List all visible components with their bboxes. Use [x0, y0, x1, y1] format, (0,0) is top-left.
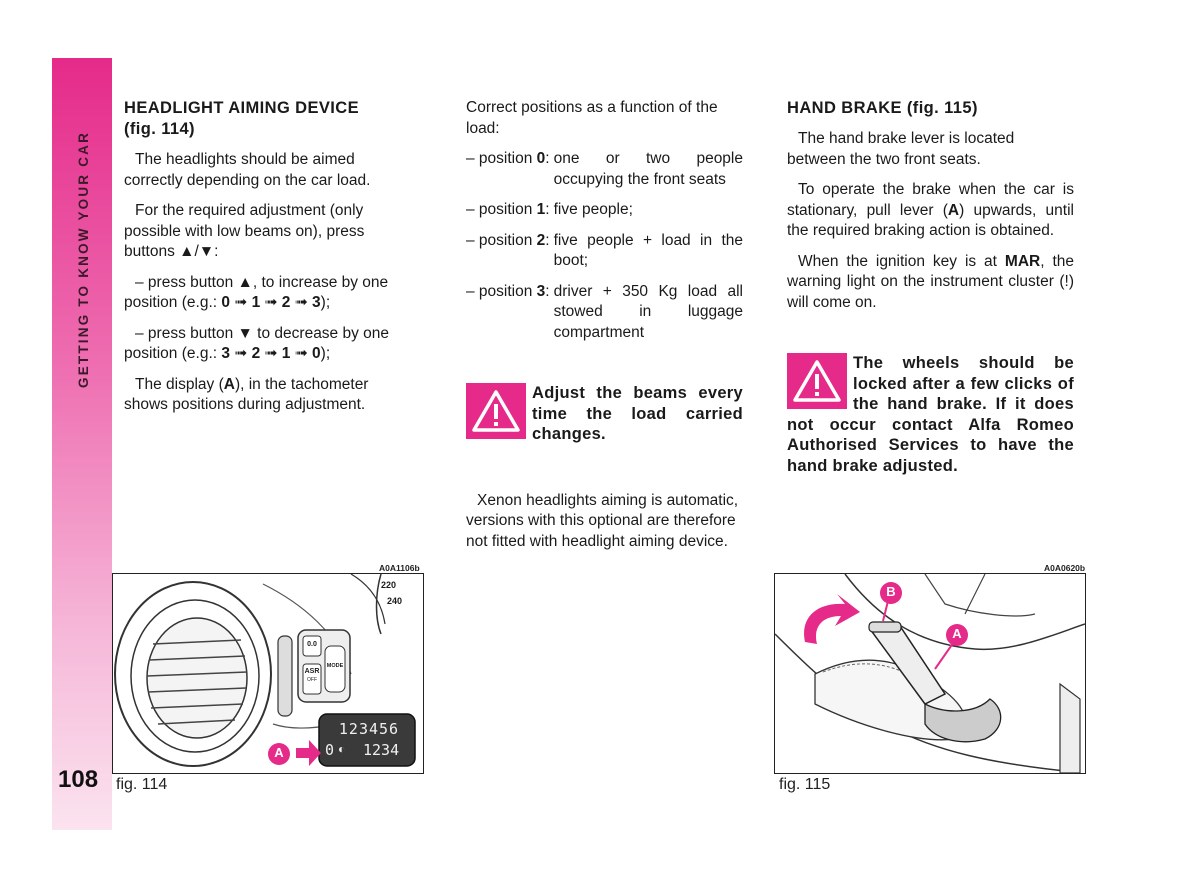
headlight-heading [124, 98, 412, 140]
fig115-drawing [775, 574, 1085, 773]
warning-triangle-icon [787, 353, 847, 409]
beams-warning [466, 383, 743, 445]
headlight-decrease-step [124, 324, 412, 365]
column-positions [466, 98, 743, 562]
list-item [466, 149, 743, 190]
side-section-title: GETTING TO KNOW YOUR CAR [76, 130, 91, 388]
fig115-illustration [774, 573, 1086, 774]
aiming-position-display: 0 [325, 741, 335, 759]
side-section-title-wrap [76, 130, 91, 400]
position-label: – position 2: [466, 231, 550, 249]
fig115-code: A0A0620b [1044, 563, 1086, 573]
speed-240-label: 240 [387, 596, 403, 606]
speed-220-label: 220 [381, 580, 397, 590]
position-text: one or two people occupying the front seats [553, 150, 743, 188]
display-note-prefix: The display ( [135, 375, 224, 393]
fig114-code: A0A1106b [379, 563, 420, 573]
fig114-illustration [112, 573, 424, 774]
fig115-caption: fig. 115 [779, 776, 831, 793]
list-item [466, 231, 743, 272]
headlight-heading-line2: (fig. 114) [124, 120, 195, 138]
headlight-heading-line1: HEADLIGHT AIMING DEVICE [124, 99, 360, 117]
position-text: five people; [553, 201, 633, 218]
decrease-sequence: 3 ➟ 2 ➟ 1 ➟ 0 [221, 345, 321, 362]
display-note-suffix: ), in the tachometer shows positions during adjustment. [124, 375, 369, 413]
positions-intro: Correct positions as a function of the load: [466, 99, 718, 137]
position-label: – position 1: [466, 201, 550, 218]
position-label: – position 0: [466, 150, 550, 167]
wheels-warning-text: The wheels should be locked after a few clicks of the hand brake. If it does not occur contact Alfa Romeo Authorised Services to have the hand brake adjusted. [787, 354, 1074, 475]
list-item [466, 200, 743, 221]
increase-suffix: ); [320, 294, 331, 311]
headlight-display-note [124, 375, 412, 416]
column-headlight [124, 98, 412, 426]
headlight-symbol-icon: ◐ [338, 742, 346, 756]
decrease-suffix: ); [320, 345, 331, 362]
handbrake-heading: HAND BRAKE (fig. 115) [787, 99, 978, 117]
positions-list [466, 149, 743, 343]
display-note-bold: A [223, 375, 235, 393]
position-label: – position 3: [466, 282, 550, 300]
warning-triangle-icon [466, 383, 526, 439]
position-text: five people + load in the boot; [553, 231, 743, 269]
xenon-note: Xenon headlights aiming is automatic, versions with this optional are therefore not fitted with headlight aiming device. [466, 491, 739, 550]
page-number: 108 [58, 766, 99, 793]
asr-off-label: OFF [307, 677, 317, 683]
position-text: driver + 350 Kg load all stowed in luggage compartment [553, 282, 743, 341]
trip-display: 1234 [363, 741, 400, 759]
headlight-paragraph-1: The headlights should be aimed correctly depending on the car load. [124, 151, 371, 189]
list-item [466, 282, 743, 344]
handbrake-paragraph-2: To operate the brake when the car is stationary, pull lever (A) upwards, until the required braking action is obtained. [787, 181, 1074, 239]
label-a-badge: A [274, 745, 284, 760]
label-a-badge: A [952, 626, 962, 641]
wheels-warning [787, 353, 1074, 476]
handbrake-paragraph-1: The hand brake lever is located between the two front seats. [787, 130, 1015, 168]
beams-warning-text: Adjust the beams every time the load carried changes. [532, 384, 743, 443]
increase-text: – press button ▲, to increase by one position (e.g.: [124, 273, 389, 311]
headlight-increase-step [124, 273, 412, 314]
trip-reset-button: 0.0 [307, 641, 317, 648]
asr-button: ASR [304, 668, 320, 675]
column-handbrake [787, 98, 1074, 476]
handbrake-paragraph-3: When the ignition key is at MAR, the warning light on the instrument cluster (!) will come on. [787, 252, 1074, 311]
increase-sequence: 0 ➟ 1 ➟ 2 ➟ 3 [221, 294, 321, 311]
fig114-caption: fig. 114 [116, 776, 168, 793]
odometer-display: 123456 [338, 720, 400, 738]
label-b-badge: B [886, 584, 896, 599]
headlight-paragraph-2: For the required adjustment (only possible with low beams on), press buttons ▲/▼: [124, 202, 365, 260]
mode-button: MODE [326, 663, 344, 669]
decrease-text: – press button ▼ to decrease by one position (e.g.: [124, 324, 390, 362]
